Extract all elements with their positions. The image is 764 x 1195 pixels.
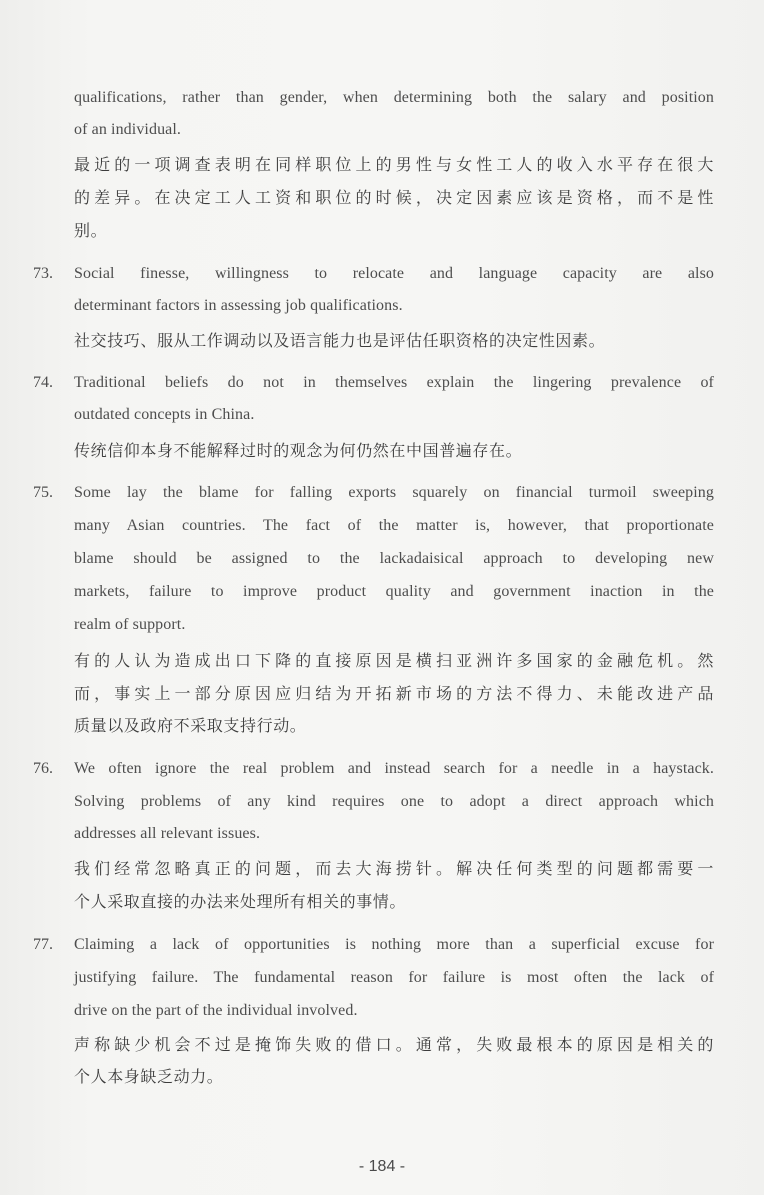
item-zh-line: 而，事实上一部分原因应归结为开拓新市场的方法不得力、未能改进产品 <box>74 684 714 703</box>
item-en-line: Claiming a lack of opportunities is nothing more than a superficial excuse for <box>74 936 714 953</box>
page-number: - 184 - <box>358 1158 406 1175</box>
item-zh-line: 我们经常忽略真正的问题，而去大海捞针。解决任何类型的问题都需要一 <box>74 859 714 878</box>
item-number: 77. <box>33 936 53 953</box>
intro-en-line-2: of an individual. <box>74 121 182 138</box>
item-zh-line: 社交技巧、服从工作调动以及语言能力也是评估任职资格的决定性因素。 <box>74 331 606 350</box>
item-number: 76. <box>33 760 53 777</box>
item-en-line: We often ignore the real problem and instead search for a needle in a haystack. <box>74 760 714 777</box>
item-zh-line: 个人本身缺乏动力。 <box>74 1067 224 1086</box>
item-en-line: Some lay the blame for falling exports squarely on financial turmoil sweeping <box>74 484 714 501</box>
item-en-line: drive on the part of the individual involved. <box>74 1002 358 1019</box>
intro-zh-line-1: 最近的一项调查表明在同样职位上的男性与女性工人的收入水平存在很大 <box>74 155 714 174</box>
item-en-line: Solving problems of any kind requires one to adopt a direct approach which <box>74 793 714 810</box>
item-zh-line: 个人采取直接的办法来处理所有相关的事情。 <box>74 892 407 911</box>
item-en-line: outdated concepts in China. <box>74 406 255 423</box>
item-en-line: addresses all relevant issues. <box>74 825 261 842</box>
item-en-line: Traditional beliefs do not in themselves explain the lingering prevalence of <box>74 374 714 391</box>
item-en-line: realm of support. <box>74 616 186 633</box>
item-number: 73. <box>33 265 53 282</box>
item-number: 75. <box>33 484 53 501</box>
item-en-line: blame should be assigned to the lackadaisical approach to developing new <box>74 550 714 567</box>
item-en-line: many Asian countries. The fact of the matter is, however, that proportionate <box>74 517 714 534</box>
item-en-line: justifying failure. The fundamental reason for failure is most often the lack of <box>74 969 714 986</box>
intro-zh-line-3: 别。 <box>74 221 108 240</box>
item-zh-line: 传统信仰本身不能解释过时的观念为何仍然在中国普遍存在。 <box>74 441 523 460</box>
item-zh-line: 有的人认为造成出口下降的直接原因是横扫亚洲许多国家的金融危机。然 <box>74 651 714 670</box>
item-en-line: determinant factors in assessing job qualifications. <box>74 297 403 314</box>
item-en-line: markets, failure to improve product quality and government inaction in the <box>74 583 714 600</box>
item-en-line: Social finesse, willingness to relocate and language capacity are also <box>74 265 714 282</box>
intro-zh-line-2: 的差异。在决定工人工资和职位的时候，决定因素应该是资格，而不是性 <box>74 188 714 207</box>
item-zh-line: 质量以及政府不采取支持行动。 <box>74 716 307 735</box>
item-number: 74. <box>33 374 53 391</box>
item-zh-line: 声称缺少机会不过是掩饰失败的借口。通常，失败最根本的原因是相关的 <box>74 1035 714 1054</box>
intro-en-line-1: qualifications, rather than gender, when determining both the salary and position <box>74 89 714 106</box>
